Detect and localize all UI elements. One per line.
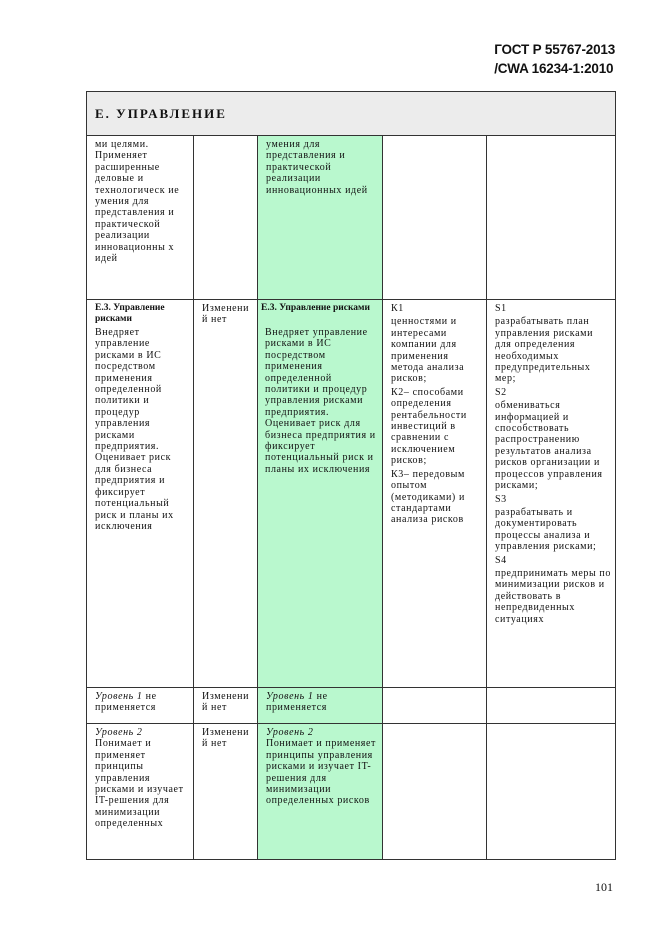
skill-code: S4: [495, 554, 507, 566]
table-row: [87, 724, 616, 860]
cell-description-new: [258, 300, 383, 688]
level-text: Понимает и применяет принципы управления рисками и изучает IT-решения для минимизации определенных: [95, 738, 184, 830]
level-label: Уровень 1: [95, 691, 143, 702]
cell-skills: [487, 136, 616, 300]
skill-code: S2: [495, 386, 507, 398]
knowledge-text: – передовым опытом (методиками) и стандартами анализа рисков: [391, 468, 465, 526]
cwa-number: /CWA 16234-1:2010: [494, 61, 614, 76]
skill-code: S3: [495, 493, 507, 505]
competence-body: Внедряет управление рисками в ИС посредством применения определенной политики и процедур управления рисками предприятия. Оценивает риск для бизнеса предприятия и фиксирует потенциальный риск и планы их исключения: [265, 327, 376, 475]
knowledge-code: К1: [391, 303, 404, 314]
skill-text: предпринимать меры по минимизации рисков и действовать в непредвиденных ситуациях: [495, 567, 611, 625]
knowledge-item: [391, 469, 482, 526]
cell-description-new: умения для представления и практической реализации инновационных идей: [258, 136, 383, 300]
cell-knowledge: [383, 724, 487, 860]
level-label: Уровень 2: [95, 727, 143, 738]
table-row: [87, 688, 616, 724]
competence-title: Е.3. Управление рисками: [261, 303, 370, 313]
knowledge-code: К3: [391, 468, 404, 480]
cell-description-new: [258, 688, 383, 724]
cell-skills: [487, 688, 616, 724]
cell-knowledge: [383, 136, 487, 300]
skill-text: разрабатывать план управления рисками для определения необходимых предупредительных мер;: [495, 316, 594, 385]
cell-changes: Изменени й нет: [194, 724, 258, 860]
skill-code: S1: [495, 303, 507, 314]
level-text: не применяется: [95, 691, 157, 714]
competence-title: Е.3. Управление рисками: [95, 303, 165, 325]
cell-description: [87, 724, 194, 860]
page-number: 101: [595, 880, 613, 894]
section-title: Е. УПРАВЛЕНИЕ: [87, 92, 616, 136]
cell-description: ми целями. Применяет расширенные деловые и технологическ ие умения для представления и практической реализации инновационны х идей: [87, 136, 194, 300]
cell-changes: Изменени й нет: [194, 688, 258, 724]
knowledge-text: – способами определения рентабельности инвестиций в сравнении с исключением рисков;: [391, 386, 467, 467]
knowledge-item: [391, 387, 482, 467]
cell-description: [87, 300, 194, 688]
cell-skills: [487, 300, 616, 688]
cell-skills: [487, 724, 616, 860]
competence-table: [86, 91, 616, 860]
level-text: не применяется: [266, 691, 328, 714]
skill-text: обмениваться информацией и способствовать распространению результатов анализа рисков организации и процессов управления рисками;: [495, 400, 603, 492]
table-row: [87, 300, 616, 688]
document-header: [494, 40, 615, 78]
level-label: Уровень 2: [266, 727, 314, 738]
cell-knowledge: [383, 688, 487, 724]
cell-changes: Изменени й нет: [194, 300, 258, 688]
section-header-row: [87, 92, 616, 136]
cell-knowledge: [383, 300, 487, 688]
table-row: [87, 136, 616, 300]
competence-body: Внедряет управление рисками в ИС посредством применения определенной политики и процедур управления рисками предприятия. Оценивает риск для бизнеса предприятия и фиксирует потенциальный риск и планы их исключения: [95, 327, 174, 532]
standard-number: ГОСТ Р 55767-2013: [494, 42, 615, 57]
cell-description-new: [258, 724, 383, 860]
cell-description: [87, 688, 194, 724]
knowledge-code: К2: [391, 386, 404, 398]
level-label: Уровень 1: [266, 691, 314, 702]
knowledge-text: ценностями и интересами компании для применения метода анализа рисков;: [391, 316, 465, 385]
cell-changes: [194, 136, 258, 300]
skill-text: разрабатывать и документировать процессы анализа и управления рисками;: [495, 506, 597, 553]
level-text: Понимает и применяет принципы управления рисками и изучает IT-решения для минимизации определенных рисков: [266, 738, 377, 807]
